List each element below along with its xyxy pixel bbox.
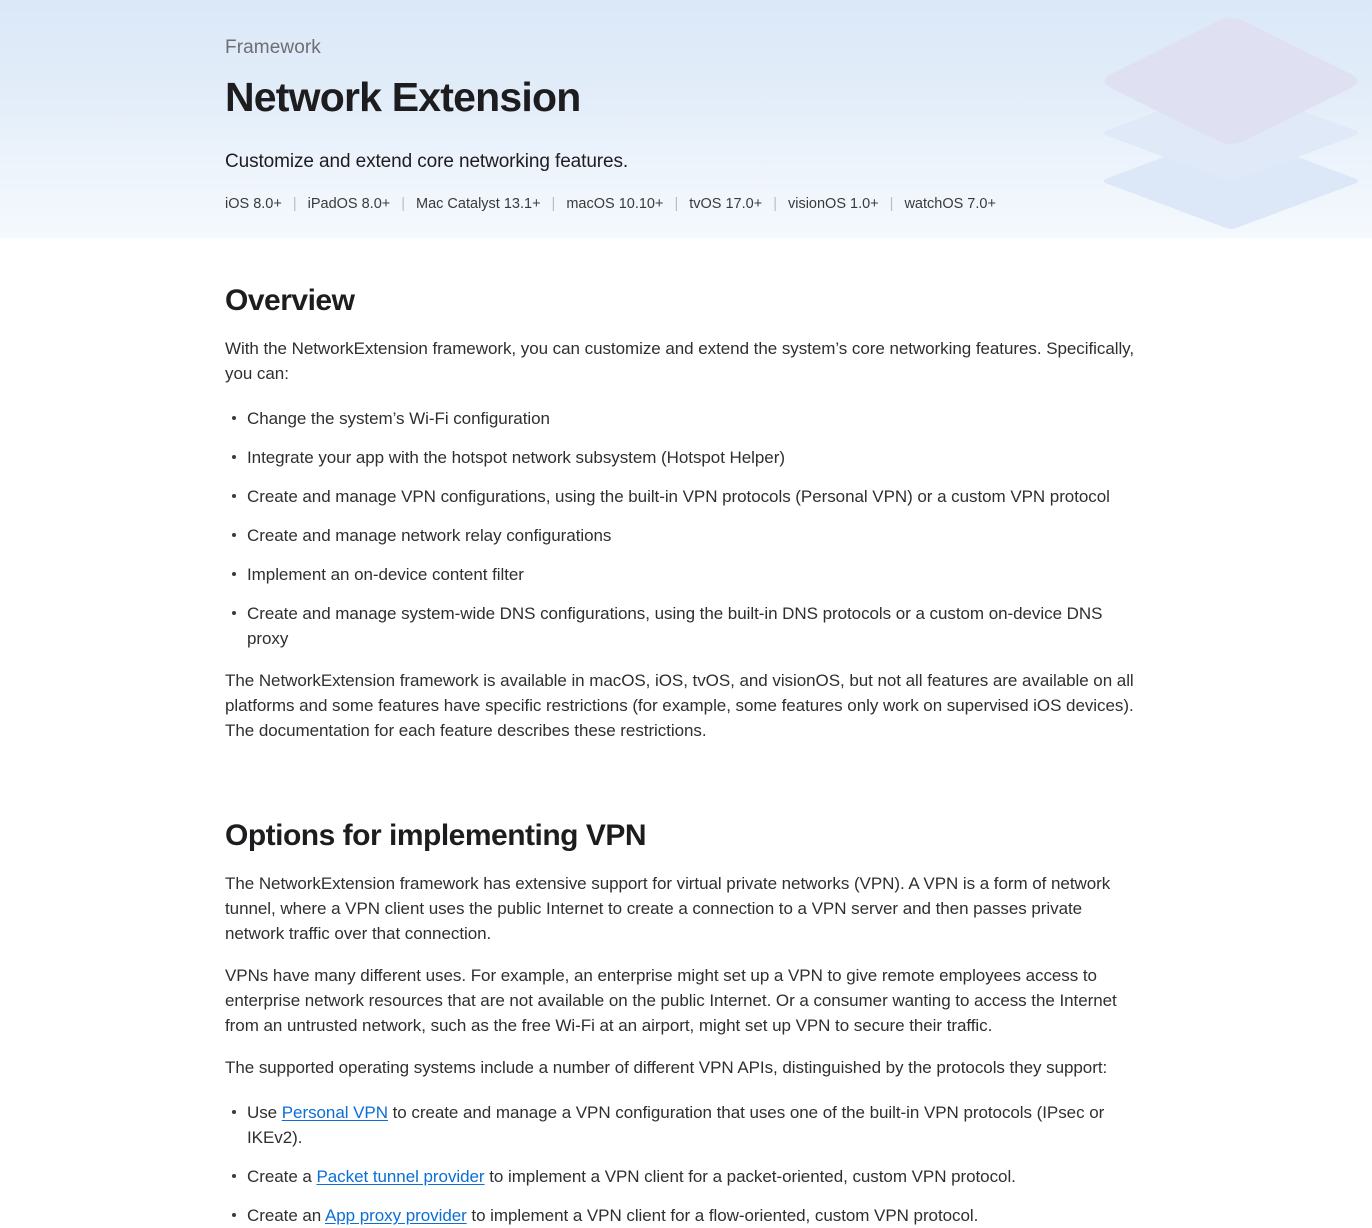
list-item-text: Create and manage system-wide DNS configurations, using the built-in DNS protocols or a custom on-device DNS proxy xyxy=(247,604,1103,648)
overview-bullet-list xyxy=(225,406,1143,651)
doc-link[interactable]: Packet tunnel provider xyxy=(316,1167,485,1186)
bullet-dot-icon xyxy=(232,572,236,576)
platform-separator: | xyxy=(551,196,556,213)
list-item-text: Create and manage network relay configurations xyxy=(247,526,612,545)
platform-badge: Mac Catalyst 13.1+ xyxy=(416,196,541,213)
platform-availability-list xyxy=(225,195,1372,213)
bullet-dot-icon xyxy=(232,1110,236,1114)
doc-link[interactable]: Personal VPN xyxy=(281,1103,388,1122)
bullet-dot-icon xyxy=(232,611,236,615)
vpn-options-heading: Options for implementing VPN xyxy=(225,819,647,852)
section-overview xyxy=(225,238,1143,743)
list-item-text: to implement a VPN client for a packet-oriented, custom VPN protocol. xyxy=(484,1167,1016,1186)
list-item-text: Create an xyxy=(247,1206,325,1225)
platform-separator: | xyxy=(401,196,406,213)
bullet-dot-icon xyxy=(232,1174,236,1178)
bullet-dot-icon xyxy=(232,455,236,459)
list-item-text: Change the system’s Wi-Fi configuration xyxy=(247,409,550,428)
doc-link[interactable]: App proxy provider xyxy=(324,1206,467,1225)
list-item-text: Integrate your app with the hotspot network subsystem (Hotspot Helper) xyxy=(247,448,785,467)
list-item xyxy=(225,1100,1143,1150)
list-item xyxy=(225,406,1143,431)
platform-badge: iOS 8.0+ xyxy=(225,196,282,213)
page-title: Network Extension xyxy=(225,74,581,120)
vpn-paragraph-1: The NetworkExtension framework has extensive support for virtual private networks (VPN). A VPN is a form of network tunnel, where a VPN client uses the public Internet to create a connection to a VPN server and then passes private network traffic over that connection. xyxy=(225,874,1111,943)
platform-badge: watchOS 7.0+ xyxy=(904,196,996,213)
overview-intro: With the NetworkExtension framework, you can customize and extend the system’s core networking features. Specifically, you can: xyxy=(225,339,1135,383)
hero-eyebrow: Framework xyxy=(225,37,321,58)
list-item xyxy=(225,562,1143,587)
platform-badge: macOS 10.10+ xyxy=(566,196,664,213)
platform-separator: | xyxy=(889,196,894,213)
overview-closing: The NetworkExtension framework is available in macOS, iOS, tvOS, and visionOS, but not all features are available on all platforms and some features have specific restrictions (for example, some features only work on supervised iOS devices). The documentation for each feature describes these restrictions. xyxy=(225,671,1134,740)
list-item-text: to create and manage a VPN configuration that uses one of the built-in VPN protocols (IPsec or IKEv2). xyxy=(247,1103,1105,1147)
list-item-text: Implement an on-device content filter xyxy=(247,565,524,584)
hero-abstract: Customize and extend core networking features. xyxy=(225,151,629,173)
list-item-text: Create a xyxy=(247,1167,317,1186)
list-item xyxy=(225,484,1143,509)
section-spacer xyxy=(225,743,1143,773)
list-item xyxy=(225,523,1143,548)
overview-heading: Overview xyxy=(225,284,355,317)
list-item xyxy=(225,1164,1143,1189)
list-item xyxy=(225,1203,1143,1228)
platform-separator: | xyxy=(292,196,297,213)
bullet-dot-icon xyxy=(232,533,236,537)
bullet-dot-icon xyxy=(232,416,236,420)
list-item-text: Create and manage VPN configurations, using the built-in VPN protocols (Personal VPN) or a custom VPN protocol xyxy=(247,487,1110,506)
platform-separator: | xyxy=(674,196,679,213)
bullet-dot-icon xyxy=(232,1213,236,1217)
vpn-paragraph-3: The supported operating systems include a number of different VPN APIs, distinguished by the protocols they support: xyxy=(225,1058,1108,1077)
platform-badge: tvOS 17.0+ xyxy=(689,196,763,213)
list-item-text: to implement a VPN client for a flow-oriented, custom VPN protocol. xyxy=(466,1206,979,1225)
vpn-paragraph-2: VPNs have many different uses. For example, an enterprise might set up a VPN to give remote employees access to enterprise network resources that are not available on the public Internet. Or a consumer wanting to access the Internet from an untrusted network, such as the free Wi-Fi at an airport, might set up VPN to secure their traffic. xyxy=(225,966,1117,1035)
platform-separator: | xyxy=(773,196,777,213)
platform-badge: visionOS 1.0+ xyxy=(787,196,879,213)
section-vpn-options xyxy=(225,773,1143,1228)
list-item xyxy=(225,445,1143,470)
list-item xyxy=(225,601,1143,651)
vpn-api-bullet-list xyxy=(225,1100,1143,1228)
platform-badge: iPadOS 8.0+ xyxy=(307,196,391,213)
page-hero xyxy=(0,0,1372,238)
list-item-text: Use xyxy=(247,1103,282,1122)
main-content xyxy=(0,238,1372,1228)
bullet-dot-icon xyxy=(232,494,236,498)
